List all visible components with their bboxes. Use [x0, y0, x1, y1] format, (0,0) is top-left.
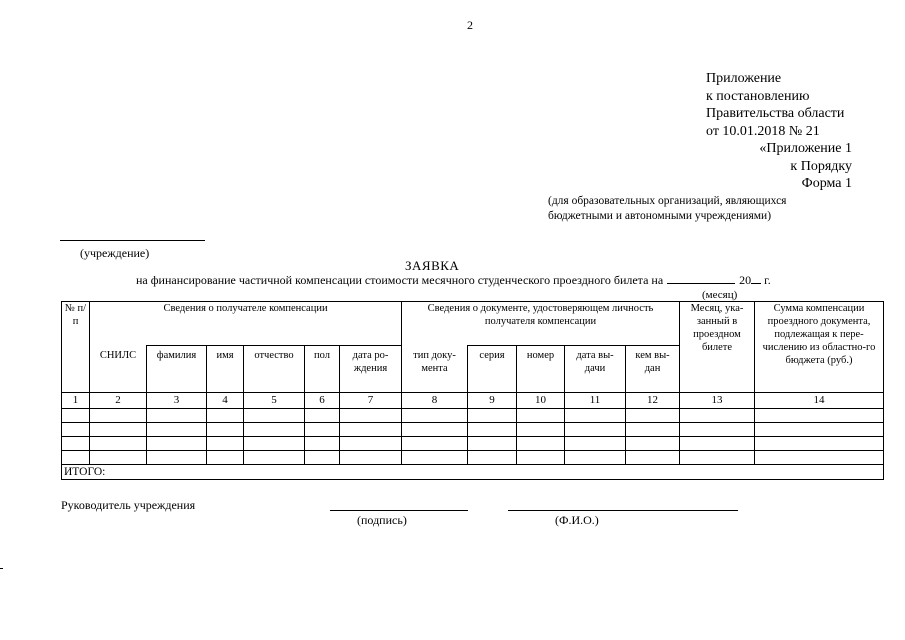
col-header-issue-date: дата вы-дачи [565, 346, 626, 393]
table-cell[interactable] [517, 409, 565, 423]
table-cell[interactable] [147, 451, 207, 465]
table-cell[interactable] [244, 409, 305, 423]
table-cell[interactable] [468, 451, 517, 465]
table-cell[interactable] [402, 423, 468, 437]
table-cell[interactable] [305, 437, 340, 451]
table-cell[interactable] [147, 437, 207, 451]
table-cell[interactable] [755, 423, 884, 437]
table-cell[interactable] [755, 437, 884, 451]
annex-line: Приложение [706, 71, 782, 86]
table-cell[interactable] [517, 451, 565, 465]
column-number: 2 [90, 393, 147, 409]
table-cell[interactable] [305, 409, 340, 423]
annex-line: от 10.01.2018 № 21 [706, 123, 820, 139]
col-header-series: серия [468, 346, 517, 393]
annex-right-line: к Порядку [790, 158, 852, 174]
table-cell[interactable] [244, 437, 305, 451]
table-cell[interactable] [62, 409, 90, 423]
col-header-month: Месяц, ука-занный в проездном билете [680, 302, 755, 393]
table-cell[interactable] [207, 423, 244, 437]
annex-form-block [706, 140, 852, 193]
table-row [62, 437, 884, 451]
table-cell[interactable] [517, 423, 565, 437]
table-cell[interactable] [680, 409, 755, 423]
signature-caption: (подпись) [357, 513, 407, 527]
col-header-snils: СНИЛС [90, 346, 147, 393]
table-cell[interactable] [244, 451, 305, 465]
table-cell[interactable] [402, 451, 468, 465]
subtitle-text: на финансирование частичной компенсации стоимости месячного студенческого проездного билета на [136, 273, 664, 287]
col-header-sex: пол [305, 346, 340, 393]
form-note [548, 194, 786, 224]
table-cell[interactable] [468, 409, 517, 423]
table-cell[interactable] [147, 423, 207, 437]
group-header-recipient: Сведения о получателе компенсации [90, 302, 402, 346]
signature-label: Руководитель учреждения [61, 498, 196, 512]
table-cell[interactable] [755, 451, 884, 465]
institution-fill-line[interactable] [60, 240, 205, 241]
name-caption: (Ф.И.О.) [555, 513, 599, 527]
column-number: 12 [626, 393, 680, 409]
table-cell[interactable] [340, 451, 402, 465]
col-header-doc-type: тип доку-мента [402, 346, 468, 393]
table-row [62, 423, 884, 437]
table-row [62, 409, 884, 423]
column-number: 9 [468, 393, 517, 409]
table-cell[interactable] [402, 409, 468, 423]
table-cell[interactable] [565, 409, 626, 423]
group-header-document: Сведения о документе, удостоверяющем личность получателя компенсации [402, 302, 680, 346]
col-header-sum: Сумма компенсации проездного документа, подлежащая к пере-числению из областно-го бюджета (руб.) [755, 302, 884, 393]
page-number: 2 [467, 18, 473, 32]
table-cell[interactable] [626, 409, 680, 423]
table-cell[interactable] [90, 437, 147, 451]
table-cell[interactable] [147, 409, 207, 423]
note-line: (для образовательных организаций, являющихся [548, 195, 787, 207]
month-blank[interactable] [667, 283, 735, 284]
total-row [62, 465, 884, 480]
col-header-number: № п/п [62, 302, 90, 393]
name-line[interactable] [508, 510, 738, 511]
column-numbers-row [62, 393, 884, 409]
year-blank[interactable] [751, 283, 761, 284]
annex-line: к постановлению [706, 88, 810, 104]
table-cell[interactable] [244, 423, 305, 437]
table-cell[interactable] [305, 423, 340, 437]
table-cell[interactable] [755, 409, 884, 423]
signature-line[interactable] [330, 510, 468, 511]
col-header-name: имя [207, 346, 244, 393]
col-header-doc-number: номер [517, 346, 565, 393]
year-prefix: 20 [739, 273, 752, 287]
annex-right-line: «Приложение 1 [759, 141, 852, 156]
table-cell[interactable] [680, 437, 755, 451]
annex-block [706, 70, 844, 140]
col-header-patronymic: отчество [244, 346, 305, 393]
column-number: 11 [565, 393, 626, 409]
column-number: 5 [244, 393, 305, 409]
table-cell[interactable] [305, 451, 340, 465]
table-cell[interactable] [517, 437, 565, 451]
table-cell[interactable] [626, 437, 680, 451]
column-number: 8 [402, 393, 468, 409]
table-cell[interactable] [680, 423, 755, 437]
column-number: 13 [680, 393, 755, 409]
table-cell[interactable] [565, 423, 626, 437]
total-label: ИТОГО: [62, 465, 884, 480]
table-cell[interactable] [565, 451, 626, 465]
margin-mark [0, 568, 3, 569]
col-header-surname: фамилия [147, 346, 207, 393]
institution-label: (учреждение) [80, 246, 150, 260]
document-title: ЗАЯВКА [405, 258, 460, 273]
table-cell[interactable] [340, 409, 402, 423]
column-number: 3 [147, 393, 207, 409]
table-cell[interactable] [626, 423, 680, 437]
column-number: 14 [755, 393, 884, 409]
table-cell[interactable] [468, 437, 517, 451]
table-cell[interactable] [207, 409, 244, 423]
month-caption: (месяц) [702, 289, 738, 301]
table-cell[interactable] [90, 409, 147, 423]
table-cell[interactable] [62, 451, 90, 465]
column-number: 4 [207, 393, 244, 409]
table-cell[interactable] [565, 437, 626, 451]
col-header-issued-by: кем вы-дан [626, 346, 680, 393]
table-cell[interactable] [680, 451, 755, 465]
column-number: 6 [305, 393, 340, 409]
table-cell[interactable] [90, 423, 147, 437]
column-number: 10 [517, 393, 565, 409]
table-row [62, 451, 884, 465]
column-number: 1 [62, 393, 90, 409]
table-cell[interactable] [90, 451, 147, 465]
table-cell[interactable] [340, 437, 402, 451]
table-cell[interactable] [62, 423, 90, 437]
table-cell[interactable] [62, 437, 90, 451]
table-cell[interactable] [207, 451, 244, 465]
table-cell[interactable] [402, 437, 468, 451]
table-cell[interactable] [207, 437, 244, 451]
col-header-birthdate: дата ро-ждения [340, 346, 402, 393]
annex-right-line: Форма 1 [801, 176, 852, 191]
table-cell[interactable] [468, 423, 517, 437]
compensation-table [61, 301, 884, 480]
year-suffix: г. [761, 273, 771, 287]
document-subtitle [136, 273, 771, 288]
annex-line: Правительства области [706, 106, 845, 121]
note-line: бюджетными и автономными учреждениями) [548, 210, 772, 222]
table-cell[interactable] [340, 423, 402, 437]
table-cell[interactable] [626, 451, 680, 465]
column-number: 7 [340, 393, 402, 409]
